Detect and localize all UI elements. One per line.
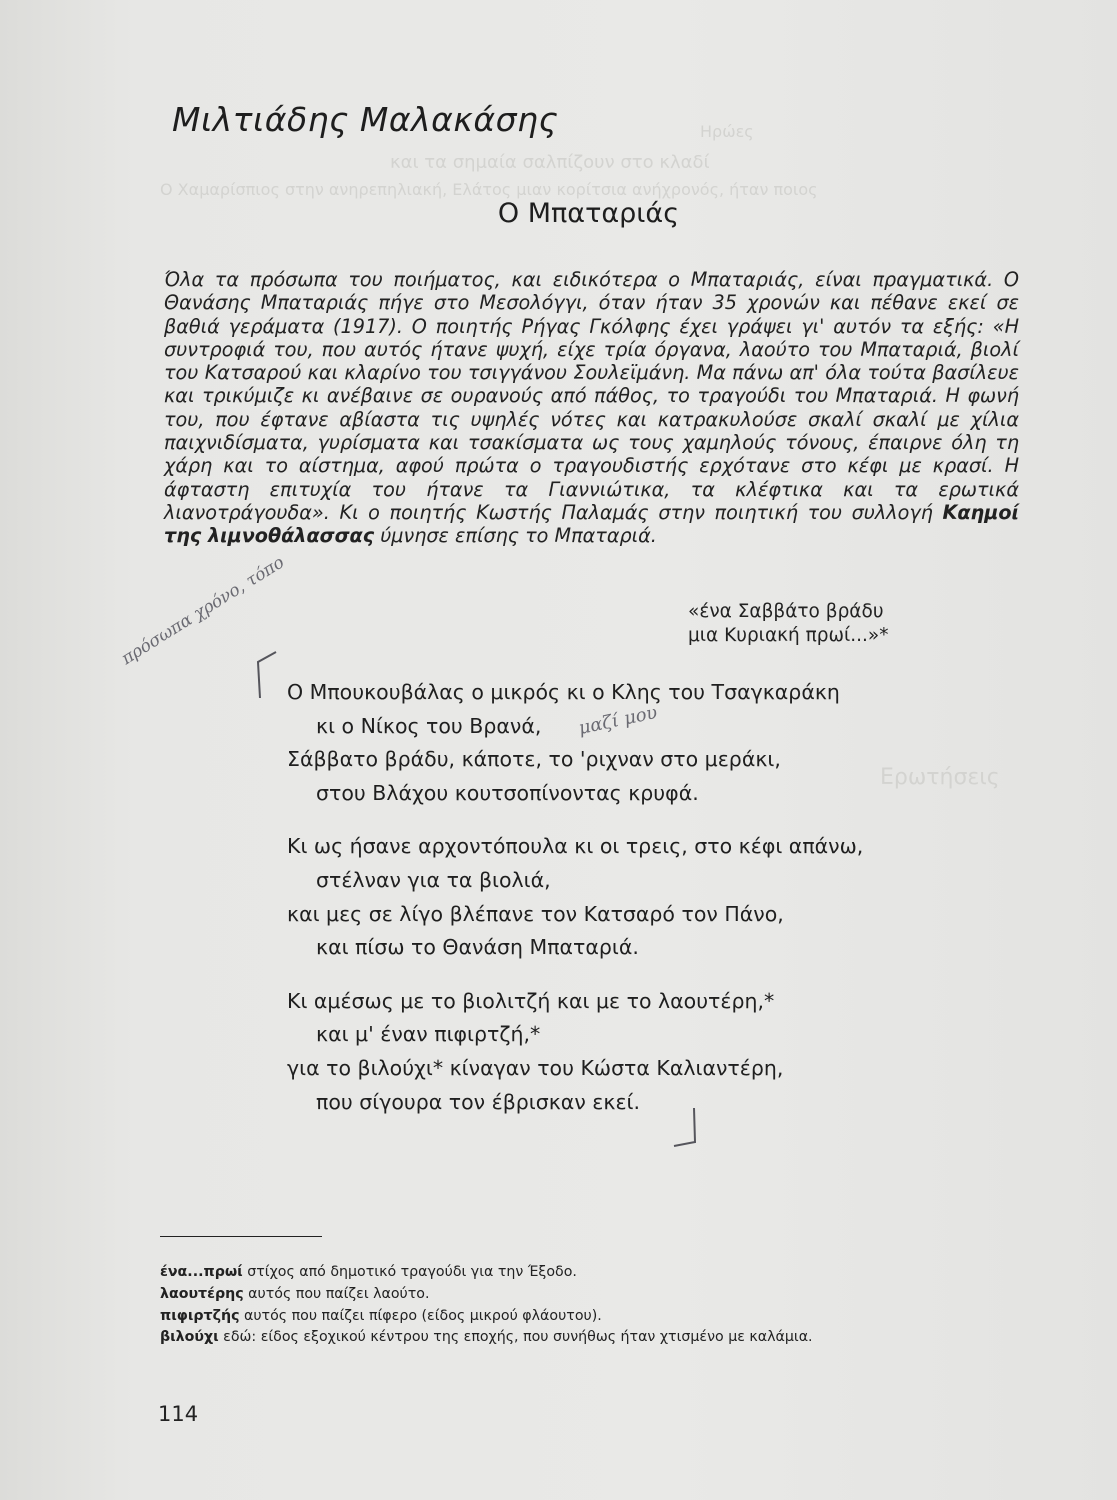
stanza-break (287, 810, 863, 830)
footnote-term: λαουτέρης (160, 1285, 244, 1302)
show-through-text: και τα σημαία σαλπίζουν στο κλαδί (390, 152, 710, 173)
footnote-divider (160, 1236, 322, 1237)
poem-body (287, 676, 863, 1119)
poem-line: και μ' έναν πιφιρτζή,* (316, 1022, 541, 1047)
footnote-item (160, 1262, 813, 1284)
poem-line: Κι αμέσως με το βιολιτζή και με το λαουτέρη,* (287, 988, 775, 1013)
intro-text-end: ύμνησε επίσης το Μπαταριά. (380, 524, 657, 548)
poem-line: που σίγουρα τον έβρισκαν εκεί. (316, 1089, 640, 1114)
epigraph (688, 600, 889, 648)
page-number: 114 (158, 1402, 199, 1426)
collection-title: Καημοί της λιμνοθάλασσας (164, 500, 1019, 548)
handwritten-open-bracket (252, 640, 282, 702)
footnote-term: ένα...πρωί (160, 1264, 243, 1280)
footnote-term: βιλούχι (160, 1329, 219, 1346)
epigraph-line: μια Κυριακή πρωί...»* (688, 625, 889, 646)
author-name: Μιλτιάδης Μαλακάσης (172, 100, 559, 139)
stanza-break (287, 965, 863, 985)
handwritten-margin-note: πρόσωπα χρόνο, τόπο (118, 552, 288, 669)
show-through-text: Ηρώες (700, 122, 754, 141)
poem-line: και μες σε λίγο βλέπανε τον Κατσαρό τον Πάνο, (287, 901, 784, 926)
epigraph-line: «ένα Σαββάτο βράδυ (688, 601, 884, 622)
show-through-text: Ο Χαμαρίσπιος στην ανηρεπηλιακή, Ελάτος μιαν κορίτσια ανήχρονός, ήταν ποιος (160, 180, 818, 199)
footnote-definition: εδώ: είδος εξοχικού κέντρου της εποχής, που συνήθως ήταν χτισμένο με καλάμια. (218, 1329, 813, 1346)
footnotes (160, 1262, 813, 1349)
footnote-item (160, 1306, 813, 1328)
poem-line: κι ο Νίκος του Βρανά, (316, 713, 542, 738)
footnote-definition: αυτός που παίζει πίφερο (είδος μικρού φλάουτου). (239, 1307, 602, 1324)
poem-title: Ο Μπαταριάς (497, 198, 680, 229)
footnote-term: πιφιρτζής (160, 1307, 240, 1324)
intro-text: Όλα τα πρόσωπα του ποιήματος, και ειδικότερα ο Μπαταριάς, είναι πραγματικά. Ο Θανάσης Μπαταριάς πήγε στο Μεσολόγγι, όταν ήταν 35 χρονών και πέθανε εκεί σε βαθιά γεράματα (1917). Ο ποιητής Ρήγας Γκόλφης έχει γράψει γι' αυτόν τα εξής: «Η συντροφιά του, που αυτός ήτανε ψυχή, είχε τρία όργανα, λαούτο του Μπαταριά, βιολί του Κατσαρού και κλαρίνο του τσιγγάνου Σουλεϊμάνη. Μα πάνω απ' όλα τούτα βασίλευε και τρικύμιζε κι ανέβαινε σε ουρανούς από πάθος, το τραγούδι του Μπαταριά. Η φωνή του, που έφτανε αβίαστα τις υψηλές νότες και κατρακυλούσε σκαλί σκαλί με χίλια παιχνιδίσματα, γυρίσματα και τσακίσματα ως τους χαμηλούς τόνους, έπαιρνε όλη τη χάρη και το αίστημα, αφού πρώτα ο τραγουδιστής ερχότανε στο κέφι με κρασί. Η άφταστη επιτυχία του ήτανε τα Γιαννιώτικα, τα κλέφτικα και τα ερωτικά λιανοτράγουδα». Κι ο ποιητής Κωστής Παλαμάς στην ποιητική του συλλογή (164, 268, 1019, 524)
intro-paragraph (164, 268, 1019, 548)
handwritten-inline-note: μαζί μου (576, 701, 660, 740)
poem-line: για το βιλούχι* κίναγαν του Κώστα Καλιαντέρη, (287, 1055, 784, 1080)
poem-line: Ο Μπουκουβάλας ο μικρός κι ο Κλης του Τσαγκαράκη (287, 680, 840, 704)
poem-line: στου Βλάχου κουτσοπίνοντας κρυφά. (316, 780, 699, 805)
poem-line: Σάββατο βράδυ, κάποτε, το 'ριχναν στο μεράκι, (287, 747, 781, 772)
footnote-definition: αυτός που παίζει λαούτο. (243, 1285, 430, 1302)
poem-line: και πίσω το Θανάση Μπαταριά. (316, 935, 639, 960)
footnote-definition: στίχος από δημοτικό τραγούδι για την Έξοδο. (242, 1264, 577, 1280)
footnote-item (160, 1327, 813, 1349)
poem-line: στέλναν για τα βιολιά, (316, 867, 551, 892)
poem-line: Κι ως ήσανε αρχοντόπουλα κι οι τρεις, στο κέφι απάνω, (287, 834, 864, 859)
show-through-text: Ερωτήσεις (880, 765, 1000, 790)
footnote-item (160, 1284, 813, 1306)
